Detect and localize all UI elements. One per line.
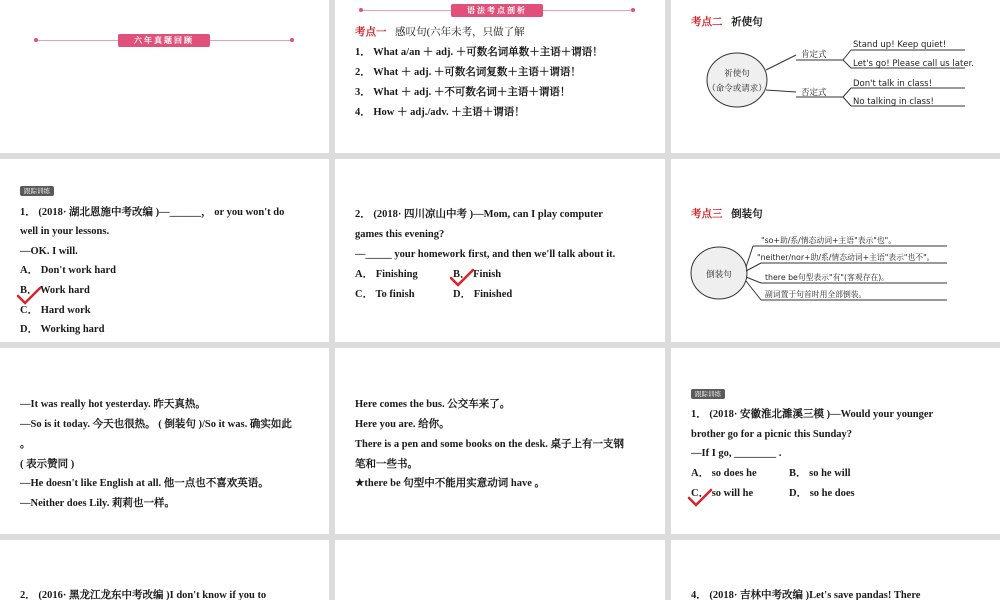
- example-line: —It was really hot yesterday. 昨天真热。: [20, 399, 206, 410]
- question-line: 2． (2018· 四川凉山中考 )—Mom, can I play computer: [355, 209, 603, 220]
- banner-rule-left: [363, 10, 451, 11]
- section-banner: 语法考点剖析: [451, 4, 543, 17]
- option-b[interactable]: B． so he will: [789, 468, 851, 479]
- slide-there-be-examples[interactable]: [335, 348, 665, 534]
- rule-line: 4． How ＋ adj./adv. ＋主语＋谓语！: [355, 107, 525, 118]
- banner-dot-right: [290, 38, 294, 42]
- option-c[interactable]: C． To finish: [355, 289, 415, 300]
- rule-line: 1． What a/an ＋ adj. ＋可数名词单数＋主语＋谓语！: [355, 47, 603, 58]
- checkmark-icon: [687, 487, 713, 509]
- example-line: —So is it today. 今天也很热。 ( 倒装句 )/So it was. 确实如此: [20, 419, 292, 430]
- option-b[interactable]: B． Work hard: [20, 285, 90, 296]
- slide-review-title[interactable]: [0, 0, 329, 153]
- positive-example-1: Stand up! Keep quiet!: [853, 40, 947, 50]
- option-a[interactable]: A． Don't work hard: [20, 265, 116, 276]
- example-line: ( 表示赞同 ): [20, 459, 75, 470]
- checkmark-icon: [449, 267, 475, 289]
- question-line: 1． (2018· 安徽淮北濉溪三模 )—Would your younger: [691, 409, 934, 420]
- banner-rule-right: [543, 10, 631, 11]
- question-line: brother go for a picnic this Sunday?: [691, 429, 853, 440]
- question-line: —_____ your homework first, and then we'll talk about it.: [355, 249, 616, 260]
- inversion-rule-3: there be句型表示"有"(客观存在)。: [765, 273, 890, 282]
- question-line: well in your lessons.: [20, 226, 110, 237]
- point-desc: 倒装句: [731, 209, 763, 220]
- diagram-branch: [843, 60, 851, 68]
- point-desc: 祈使句: [731, 17, 763, 28]
- option-c[interactable]: C． Hard work: [20, 305, 91, 316]
- option-c[interactable]: C． so will he: [691, 488, 754, 499]
- option-b[interactable]: B． Finish: [453, 269, 502, 280]
- negative-label: 否定式: [801, 88, 827, 98]
- diagram-branch: [766, 55, 796, 70]
- banner-rule-left: [38, 40, 118, 41]
- diagram-center-sub: （命令或请求）: [707, 84, 767, 94]
- inversion-rule-1: "so+助/系/情态动词+主语"表示"也"。: [761, 236, 897, 245]
- slide-practice-4[interactable]: [0, 540, 329, 600]
- negative-example-1: Don't talk in class!: [853, 79, 932, 89]
- inversion-rule-4: 副词置于句首时用全部倒装。: [765, 290, 867, 299]
- slide-practice-5[interactable]: [671, 540, 1000, 600]
- banner-dot-right: [631, 8, 635, 12]
- inversion-rule-2: "neither/nor+助/系/情态动词+主语"表示"也不"。: [757, 253, 935, 262]
- inversion-diagram: [671, 159, 1000, 342]
- diagram-branch: [843, 88, 851, 97]
- note-line: ★there be 句型中不能用实意动词 have 。: [355, 478, 546, 489]
- slide-inversion-examples[interactable]: [0, 348, 329, 534]
- question-line: 1． (2018· 湖北恩施中考改编 )—______， or you won't do: [20, 207, 285, 218]
- slide-partial[interactable]: [335, 540, 665, 600]
- section-banner: 六年真题回顾: [118, 34, 210, 47]
- diagram-branch: [746, 246, 753, 267]
- question-line: 4． (2018· 吉林中考改编 )Let's save pandas! There: [691, 590, 921, 600]
- option-a[interactable]: A． Finishing: [355, 269, 418, 280]
- diagram-branch: [746, 263, 761, 271]
- practice-tag: 跟踪训练: [20, 186, 54, 196]
- rule-line: 2． What ＋ adj. ＋可数名词复数＋主语＋谓语！: [355, 67, 581, 78]
- question-line: —OK. I will.: [20, 246, 78, 257]
- example-line: Here you are. 给你。: [355, 419, 450, 430]
- example-line: Here comes the bus. 公交车来了。: [355, 399, 511, 410]
- question-line: —If I go, ________ .: [691, 448, 782, 459]
- example-line: There is a pen and some books on the desk. 桌子上有一支钢: [355, 439, 625, 450]
- slide-grammar-point-2[interactable]: [671, 0, 1000, 153]
- point-label: 考点二: [691, 17, 723, 28]
- point-title: [355, 26, 525, 40]
- slide-practice-1[interactable]: [0, 159, 329, 342]
- imperative-diagram: [671, 0, 1000, 153]
- diagram-branch: [746, 277, 761, 283]
- slide-grammar-point-1[interactable]: [335, 0, 665, 153]
- point-label: 考点三: [691, 209, 723, 220]
- point-desc: 感叹句(六年未考，只做了解: [395, 27, 525, 38]
- diagram-branch: [843, 97, 851, 106]
- option-d[interactable]: D． so he does: [789, 488, 855, 499]
- rule-line: 3． What ＋ adj. ＋不可数名词＋主语＋谓语！: [355, 87, 571, 98]
- diagram-branch: [843, 50, 851, 60]
- slide-practice-3[interactable]: [671, 348, 1000, 534]
- example-line: 笔和一些书。: [355, 459, 418, 470]
- diagram-branch: [746, 281, 761, 300]
- option-d[interactable]: D． Working hard: [20, 324, 105, 335]
- slide-practice-2[interactable]: [335, 159, 665, 342]
- positive-example-2: Let's go! Please call us later.: [853, 59, 974, 69]
- diagram-center-label: 祈使句: [724, 69, 750, 79]
- question-line: games this evening?: [355, 229, 445, 240]
- point-label: 考点一: [355, 27, 387, 38]
- example-line: —Neither does Lily. 莉莉也一样。: [20, 498, 175, 509]
- option-d[interactable]: D． Finished: [453, 289, 513, 300]
- diagram-branch: [766, 90, 796, 92]
- example-line: —He doesn't like English at all. 他一点也不喜欢英语。: [20, 478, 269, 489]
- diagram-center-ellipse: [707, 53, 767, 107]
- negative-example-2: No talking in class!: [853, 97, 934, 107]
- diagram-center-label: 倒装句: [706, 270, 732, 280]
- question-line: 2． (2016· 黑龙江龙东中考改编 )I don't know if you to: [20, 590, 267, 600]
- positive-label: 肯定式: [801, 50, 827, 60]
- practice-tag: 跟踪训练: [691, 389, 725, 399]
- example-line: 。: [20, 439, 31, 450]
- banner-rule-right: [210, 40, 290, 41]
- option-a[interactable]: A． so does he: [691, 468, 757, 479]
- checkmark-icon: [16, 285, 42, 307]
- slide-grammar-point-3[interactable]: [671, 159, 1000, 342]
